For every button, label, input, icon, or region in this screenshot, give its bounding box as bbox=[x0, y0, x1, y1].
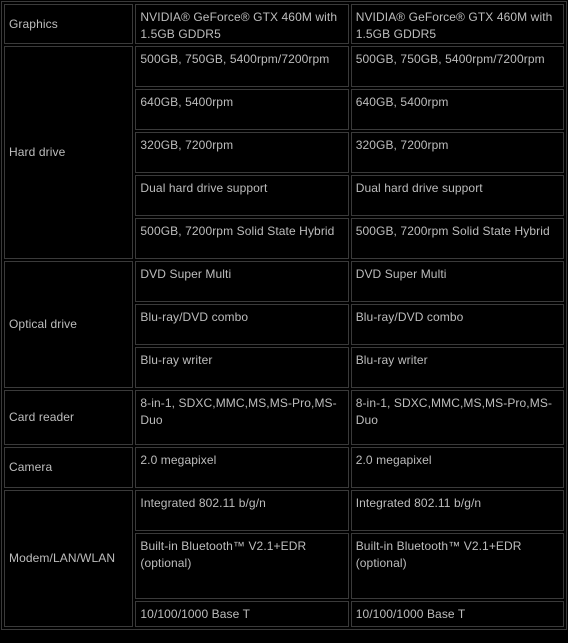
spec-table bbox=[1, 1, 567, 630]
spec-cell bbox=[351, 89, 564, 130]
table-row bbox=[4, 261, 564, 302]
spec-value: 640GB, 5400rpm bbox=[355, 95, 449, 109]
spec-cell bbox=[135, 533, 348, 599]
spec-value: Blu-ray writer bbox=[140, 353, 213, 367]
spec-value: Built-in Bluetooth™ V2.1+EDR (optional) bbox=[355, 539, 522, 570]
spec-cell bbox=[351, 4, 564, 44]
spec-cell bbox=[351, 390, 564, 445]
spec-cell bbox=[351, 261, 564, 302]
row-label-card-reader: Card reader bbox=[4, 390, 133, 445]
spec-value: 500GB, 7200rpm Solid State Hybrid bbox=[355, 224, 550, 238]
spec-value: NVIDIA® GeForce® GTX 460M with 1.5GB GDDR5 bbox=[140, 10, 338, 41]
spec-value: DVD Super Multi bbox=[140, 267, 232, 281]
row-label-hard-drive: Hard drive bbox=[4, 46, 133, 259]
spec-cell bbox=[351, 132, 564, 173]
spec-cell bbox=[135, 132, 348, 173]
spec-cell bbox=[135, 89, 348, 130]
spec-value: 8-in-1, SDXC,MMC,MS,MS-Pro,MS-Duo bbox=[140, 396, 337, 427]
spec-cell bbox=[135, 447, 348, 488]
spec-value: 2.0 megapixel bbox=[355, 453, 432, 467]
row-label-camera: Camera bbox=[4, 447, 133, 488]
spec-value: Integrated 802.11 b/g/n bbox=[140, 496, 266, 510]
spec-value: 500GB, 750GB, 5400rpm/7200rpm bbox=[140, 52, 330, 66]
spec-value: 500GB, 7200rpm Solid State Hybrid bbox=[140, 224, 335, 238]
spec-value: 2.0 megapixel bbox=[140, 453, 217, 467]
spec-value: 8-in-1, SDXC,MMC,MS,MS-Pro,MS-Duo bbox=[355, 396, 553, 427]
spec-value: 500GB, 750GB, 5400rpm/7200rpm bbox=[355, 52, 545, 66]
spec-value: 320GB, 7200rpm bbox=[355, 138, 449, 152]
spec-value: DVD Super Multi bbox=[355, 267, 447, 281]
spec-cell bbox=[351, 447, 564, 488]
spec-cell bbox=[135, 601, 348, 627]
spec-cell bbox=[135, 46, 348, 87]
spec-cell bbox=[135, 304, 348, 345]
spec-cell bbox=[351, 175, 564, 216]
row-label-graphics: Graphics bbox=[4, 4, 133, 44]
spec-value: Dual hard drive support bbox=[355, 181, 483, 195]
spec-value: Blu-ray/DVD combo bbox=[140, 310, 249, 324]
table-row bbox=[4, 4, 564, 44]
spec-cell bbox=[351, 490, 564, 531]
spec-value: Built-in Bluetooth™ V2.1+EDR (optional) bbox=[140, 539, 307, 570]
row-label-optical-drive: Optical drive bbox=[4, 261, 133, 388]
spec-value: NVIDIA® GeForce® GTX 460M with 1.5GB GDDR5 bbox=[355, 10, 553, 41]
spec-cell bbox=[351, 304, 564, 345]
spec-cell bbox=[135, 490, 348, 531]
spec-cell bbox=[351, 46, 564, 87]
row-label-network: Modem/LAN/WLAN bbox=[4, 490, 133, 627]
spec-value: Blu-ray writer bbox=[355, 353, 428, 367]
table-row bbox=[4, 447, 564, 488]
spec-value: Integrated 802.11 b/g/n bbox=[355, 496, 482, 510]
spec-value: Blu-ray/DVD combo bbox=[355, 310, 464, 324]
spec-value: 320GB, 7200rpm bbox=[140, 138, 234, 152]
spec-value: 10/100/1000 Base T bbox=[140, 607, 251, 621]
spec-cell bbox=[135, 175, 348, 216]
spec-cell bbox=[351, 533, 564, 599]
spec-value: 10/100/1000 Base T bbox=[355, 607, 466, 621]
spec-cell bbox=[135, 261, 348, 302]
spec-cell bbox=[135, 347, 348, 388]
spec-cell bbox=[135, 218, 348, 259]
spec-value: 640GB, 5400rpm bbox=[140, 95, 234, 109]
table-row bbox=[4, 390, 564, 445]
spec-cell bbox=[351, 347, 564, 388]
spec-cell bbox=[135, 4, 348, 44]
table-row bbox=[4, 490, 564, 531]
table-row bbox=[4, 46, 564, 87]
spec-cell bbox=[351, 601, 564, 627]
spec-value: Dual hard drive support bbox=[140, 181, 268, 195]
spec-cell bbox=[135, 390, 348, 445]
spec-cell bbox=[351, 218, 564, 259]
